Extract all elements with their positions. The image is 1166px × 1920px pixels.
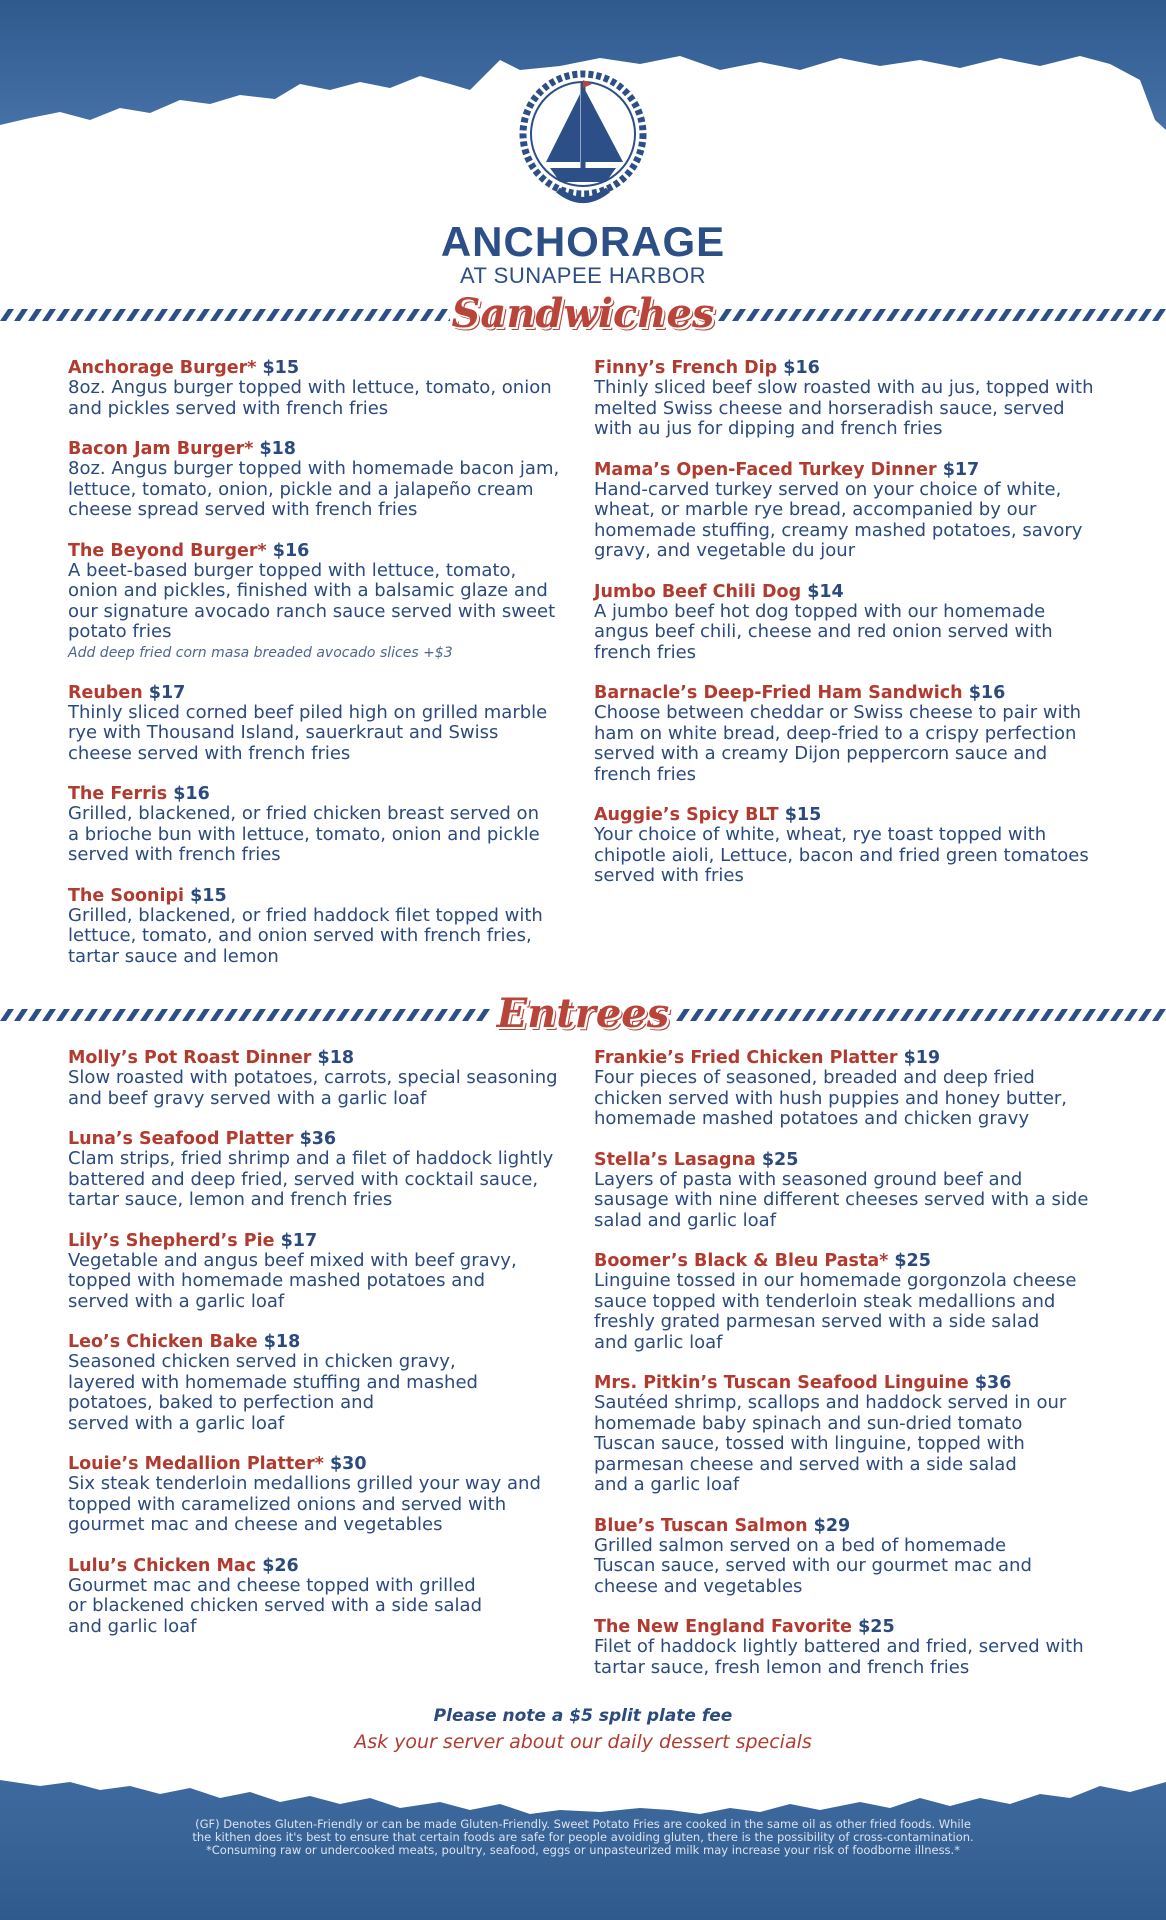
menu-item-price: $17 xyxy=(148,682,186,703)
menu-item xyxy=(68,1454,578,1536)
description-line: and a garlic loaf xyxy=(594,1474,740,1495)
menu-item-description xyxy=(594,825,1104,887)
description-line: lettuce, tomato, and onion served with french fries, xyxy=(68,925,532,946)
description-line: A beet-based burger topped with lettuce, tomato, xyxy=(68,559,517,581)
menu-item-heading xyxy=(68,1048,578,1068)
menu-item xyxy=(68,1332,578,1434)
menu-item-description xyxy=(68,804,578,866)
menu-item-price: $36 xyxy=(299,1129,337,1149)
menu-item-heading xyxy=(68,358,578,378)
description-line: and garlic loaf xyxy=(594,1331,723,1353)
menu-item xyxy=(594,1617,1104,1678)
description-line: A jumbo beef hot dog topped with our homemade xyxy=(594,600,1046,622)
menu-item-heading xyxy=(68,1454,578,1474)
menu-item xyxy=(594,582,1104,664)
description-line: Sautéed shrimp, scallops and haddock served in our xyxy=(594,1392,1067,1413)
menu-item-heading xyxy=(594,1617,1104,1637)
rope-divider-right-icon xyxy=(676,1007,1166,1023)
description-line: chicken served with hush puppies and honey butter, xyxy=(594,1087,1068,1109)
menu-item xyxy=(68,886,578,968)
menu-item-price: $18 xyxy=(263,1332,301,1352)
menu-item xyxy=(68,1231,578,1313)
menu-item xyxy=(68,439,578,521)
menu-item-description xyxy=(68,1576,578,1638)
menu-item-name: Auggie’s Spicy BLT xyxy=(594,805,779,825)
description-line: Grilled, blackened, or fried haddock filet topped with xyxy=(68,904,543,926)
description-line: ham on white bread, deep-fried to a crispy perfection xyxy=(594,722,1077,744)
description-line: battered and deep fried, served with cocktail sauce, xyxy=(68,1168,539,1190)
menu-item-description xyxy=(68,1068,578,1109)
menu-item xyxy=(594,1150,1104,1232)
description-line: topped with caramelized onions and served with xyxy=(68,1493,507,1515)
description-line: french fries xyxy=(594,763,697,785)
entrees-heading xyxy=(0,990,1166,1040)
menu-item-name: Jumbo Beef Chili Dog xyxy=(594,581,802,602)
menu-item-heading xyxy=(68,1129,578,1149)
menu-item xyxy=(594,1516,1104,1598)
menu-item-description xyxy=(68,703,578,765)
menu-item-name: Blue’s Tuscan Salmon xyxy=(594,1515,808,1536)
description-line: rye with Thousand Island, sauerkraut and Swiss xyxy=(68,722,499,743)
sandwiches-left-column xyxy=(68,358,578,987)
description-line: Your choice of white, wheat, rye toast topped with xyxy=(594,824,1047,845)
menu-item-price: $16 xyxy=(272,540,310,561)
menu-item-price: $16 xyxy=(783,358,820,378)
menu-item-price: $25 xyxy=(761,1149,799,1170)
menu-item xyxy=(68,1556,578,1638)
description-line: onion and pickles, finished with a balsamic glaze and xyxy=(68,580,548,601)
menu-item xyxy=(594,460,1104,562)
description-line: potatoes, baked to perfection and xyxy=(68,1392,375,1413)
description-line: homemade mashed potatoes and chicken gravy xyxy=(594,1108,1030,1129)
menu-item xyxy=(68,683,578,765)
description-line: 8oz. Angus burger topped with homemade bacon jam, xyxy=(68,458,560,479)
anchor-sailboat-logo-icon xyxy=(508,64,658,214)
description-line: or blackened chicken served with a side salad xyxy=(68,1595,483,1616)
menu-item-name: Reuben xyxy=(68,682,143,703)
description-line: potato fries xyxy=(68,621,172,642)
description-line: Grilled salmon served on a bed of homemade xyxy=(594,1534,1007,1556)
description-line: salad and garlic loaf xyxy=(594,1209,777,1231)
sandwiches-right-column xyxy=(594,358,1104,907)
description-line: gourmet mac and cheese and vegetables xyxy=(68,1514,443,1535)
description-line: served with fries xyxy=(594,865,744,886)
menu-item-name: Luna’s Seafood Platter xyxy=(68,1129,294,1149)
description-line: and pickles served with french fries xyxy=(68,397,389,419)
description-line: homemade baby spinach and sun-dried tomato xyxy=(594,1412,1023,1434)
menu-item-description xyxy=(594,703,1104,785)
menu-item-name: Leo’s Chicken Bake xyxy=(68,1332,258,1352)
menu-item-heading xyxy=(68,1231,578,1251)
menu-item-name: Lulu’s Chicken Mac xyxy=(68,1555,257,1576)
menu-item-price: $17 xyxy=(942,459,980,480)
menu-item-description xyxy=(594,1637,1104,1678)
description-line: Six steak tenderloin medallions grilled your way and xyxy=(68,1473,541,1494)
description-line: layered with homemade stuffing and mashed xyxy=(68,1371,478,1393)
menu-item-name: Frankie’s Fried Chicken Platter xyxy=(594,1048,898,1068)
description-line: angus beef chili, cheese and red onion served with xyxy=(594,621,1053,642)
entrees-left-column xyxy=(68,1048,578,1657)
menu-item-name: The Ferris xyxy=(68,784,168,804)
menu-item-price: $16 xyxy=(968,683,1006,703)
menu-item-price: $14 xyxy=(807,581,844,602)
menu-item xyxy=(594,683,1104,785)
description-line: with au jus for dipping and french fries xyxy=(594,418,943,439)
description-line: Tuscan sauce, tossed with linguine, topped with xyxy=(594,1433,1025,1454)
menu-item-name: Barnacle’s Deep-Fried Ham Sandwich xyxy=(594,683,963,703)
description-line: Vegetable and angus beef mixed with beef gravy, xyxy=(68,1249,517,1271)
menu-item-price: $25 xyxy=(858,1617,895,1637)
menu-item-price: $29 xyxy=(813,1515,851,1536)
menu-item xyxy=(68,541,578,663)
menu-item-description xyxy=(594,378,1104,440)
description-line: cheese and vegetables xyxy=(594,1575,803,1597)
menu-item-name: Bacon Jam Burger* xyxy=(68,439,254,459)
description-line: cheese served with french fries xyxy=(68,742,351,764)
menu-item xyxy=(594,805,1104,887)
menu-item xyxy=(68,1048,578,1109)
menu-item-name: Stella’s Lasagna xyxy=(594,1149,756,1170)
footer-line: *Consuming raw or undercooked meats, poultry, seafood, eggs or unpasteurized milk may increase your risk of foodborne illness.* xyxy=(206,1843,960,1857)
menu-item-price: $19 xyxy=(903,1048,941,1068)
description-line: topped with homemade mashed potatoes and xyxy=(68,1270,486,1291)
menu-item-heading xyxy=(594,1048,1104,1068)
menu-item-price: $18 xyxy=(317,1048,355,1068)
menu-item-description xyxy=(68,1251,578,1313)
description-line: tartar sauce, fresh lemon and french fries xyxy=(594,1656,970,1678)
menu-item xyxy=(68,358,578,419)
description-line: Slow roasted with potatoes, carrots, special seasoning xyxy=(68,1067,558,1088)
menu-item xyxy=(594,358,1104,440)
logo xyxy=(0,64,1166,288)
menu-item-name: Finny’s French Dip xyxy=(594,358,778,378)
menu-item-description xyxy=(594,602,1104,664)
menu-item-price: $30 xyxy=(329,1454,367,1474)
sandwiches-heading xyxy=(0,290,1166,340)
menu-item-price: $36 xyxy=(974,1373,1012,1393)
menu-item-heading xyxy=(594,1251,1104,1271)
description-line: and beef gravy served with a garlic loaf xyxy=(68,1087,427,1109)
description-line: and garlic loaf xyxy=(68,1615,197,1637)
description-line: wheat, or marble rye bread, accompanied by our xyxy=(594,499,1037,520)
menu-item-heading xyxy=(68,1332,578,1352)
description-line: cheese spread served with french fries xyxy=(68,499,418,520)
menu-item-heading xyxy=(594,582,1104,602)
menu-item-heading xyxy=(68,784,578,804)
menu-item xyxy=(594,1048,1104,1130)
description-line: Hand-carved turkey served on your choice of white, xyxy=(594,478,1062,500)
description-line: lettuce, tomato, onion, pickle and a jalapeño cream xyxy=(68,478,534,500)
menu-item-description xyxy=(594,1170,1104,1232)
menu-item-heading xyxy=(594,1150,1104,1170)
brand-name: ANCHORAGE xyxy=(440,218,726,265)
menu-item-heading xyxy=(68,886,578,906)
menu-item-description xyxy=(68,1352,578,1434)
menu-item-name: Mama’s Open-Faced Turkey Dinner xyxy=(594,459,937,480)
menu-item-heading xyxy=(594,1373,1104,1393)
description-line: gravy, and vegetable du jour xyxy=(594,540,856,561)
menu-item-price: $18 xyxy=(259,439,296,459)
rope-divider-right-icon xyxy=(718,307,1166,323)
menu-item-name: Louie’s Medallion Platter* xyxy=(68,1454,324,1474)
description-line: 8oz. Angus burger topped with lettuce, tomato, onion xyxy=(68,377,552,398)
menu-item-description xyxy=(594,1068,1104,1130)
menu-item-description xyxy=(68,1474,578,1536)
split-plate-fee-note: Please note a $5 split plate fee xyxy=(433,1706,733,1726)
menu-item-price: $15 xyxy=(262,358,300,378)
description-line: served with french fries xyxy=(68,844,281,865)
menu-item-description xyxy=(594,1536,1104,1598)
menu-item-heading xyxy=(594,460,1104,480)
entrees-title: Entrees xyxy=(496,990,670,1037)
menu-item-heading xyxy=(68,683,578,703)
menu-item-price: $15 xyxy=(784,805,822,825)
footer-disclaimer xyxy=(140,1818,1026,1857)
description-line: served with a creamy Dijon peppercorn sauce and xyxy=(594,743,1048,764)
description-line: chipotle aioli, Lettuce, bacon and fried green tomatoes xyxy=(594,844,1089,866)
menu-item-name: The Soonipi xyxy=(68,885,184,906)
menu-item-price: $25 xyxy=(894,1251,931,1271)
description-line: french fries xyxy=(594,641,697,663)
menu-item-name: The New England Favorite xyxy=(594,1617,852,1637)
footer-line: (GF) Denotes Gluten-Friendly or can be made Gluten-Friendly. Sweet Potato Fries are cooked in the same oil as other fried foods. While xyxy=(195,1817,971,1831)
description-line: Thinly sliced corned beef piled high on grilled marble xyxy=(68,701,548,723)
menu-item-heading xyxy=(68,1556,578,1576)
description-line: our signature avocado ranch sauce served with sweet xyxy=(68,600,556,622)
description-line: tartar sauce and lemon xyxy=(68,945,279,967)
description-line: served with a garlic loaf xyxy=(68,1412,285,1434)
menu-item-heading xyxy=(594,683,1104,703)
description-line: tartar sauce, lemon and french fries xyxy=(68,1189,393,1210)
menu-item-name: The Beyond Burger* xyxy=(68,540,267,561)
description-line: freshly grated parmesan served with a side salad xyxy=(594,1311,1040,1332)
menu-item-price: $26 xyxy=(262,1555,299,1576)
menu-item-name: Lily’s Shepherd’s Pie xyxy=(68,1230,275,1251)
brand-subtitle: AT SUNAPEE HARBOR xyxy=(459,263,707,288)
menu-item xyxy=(594,1251,1104,1353)
description-line: Grilled, blackened, or fried chicken breast served on xyxy=(68,803,539,824)
description-line: sausage with nine different cheeses served with a side xyxy=(594,1189,1089,1210)
description-line: Linguine tossed in our homemade gorgonzola cheese xyxy=(594,1270,1077,1291)
menu-item xyxy=(68,1129,578,1211)
menu-item-name: Boomer’s Black & Bleu Pasta* xyxy=(594,1251,889,1271)
description-line: parmesan cheese and served with a side salad xyxy=(594,1453,1017,1475)
dessert-specials-note: Ask your server about our daily dessert specials xyxy=(354,1731,812,1753)
description-line: Layers of pasta with seasoned ground beef and xyxy=(594,1168,1023,1190)
description-line: sauce topped with tenderloin steak medallions and xyxy=(594,1290,1056,1312)
description-line: Seasoned chicken served in chicken gravy, xyxy=(68,1351,456,1372)
entrees-right-column xyxy=(594,1048,1104,1698)
description-line: served with a garlic loaf xyxy=(68,1290,285,1312)
description-line: a brioche bun with lettuce, tomato, onion and pickle xyxy=(68,823,540,845)
menu-item-price: $16 xyxy=(173,784,210,804)
menu-item-description xyxy=(594,1393,1104,1496)
menu-item-heading xyxy=(594,358,1104,378)
menu-item-price: $15 xyxy=(190,885,227,906)
menu-item-price: $17 xyxy=(280,1230,318,1251)
description-line: Thinly sliced beef slow roasted with au jus, topped with xyxy=(594,377,1094,398)
description-line: Four pieces of seasoned, breaded and deep fried xyxy=(594,1067,1035,1088)
menu-item-heading xyxy=(594,805,1104,825)
menu-item xyxy=(68,784,578,866)
description-line: Clam strips, fried shrimp and a filet of haddock lightly xyxy=(68,1148,554,1169)
sandwiches-title: Sandwiches xyxy=(451,290,715,337)
menu-item-name: Mrs. Pitkin’s Tuscan Seafood Linguine xyxy=(594,1373,969,1393)
description-line: melted Swiss cheese and horseradish sauce, served xyxy=(594,397,1065,419)
description-line: Gourmet mac and cheese topped with grilled xyxy=(68,1574,476,1596)
description-line: homemade stuffing, creamy mashed potatoes, savory xyxy=(594,519,1083,541)
menu-item-description xyxy=(594,480,1104,562)
menu-item-description xyxy=(68,906,578,968)
menu-item-description xyxy=(594,1271,1104,1353)
menu-item-description xyxy=(68,1149,578,1211)
description-line: Choose between cheddar or Swiss cheese to pair with xyxy=(594,702,1082,723)
menu-item-description xyxy=(68,561,578,643)
menu-item-name: Anchorage Burger* xyxy=(68,358,257,378)
menu-item-name: Molly’s Pot Roast Dinner xyxy=(68,1048,312,1068)
description-line: Tuscan sauce, served with our gourmet mac and xyxy=(594,1555,1032,1576)
menu-item-heading xyxy=(68,541,578,561)
menu-item-description xyxy=(68,459,578,521)
menu-item-addon-note: Add deep fried corn masa breaded avocado slices +$3 xyxy=(68,644,453,661)
footer-line: the kithen does it's best to ensure that certain foods are safe for people avoiding gluten, there is the possibility of cross-contamination. xyxy=(192,1830,974,1844)
menu-item-heading xyxy=(594,1516,1104,1536)
menu-item-description xyxy=(68,378,578,419)
description-line: Filet of haddock lightly battered and fried, served with xyxy=(594,1636,1084,1657)
menu-item-heading xyxy=(68,439,578,459)
menu-item xyxy=(594,1373,1104,1496)
